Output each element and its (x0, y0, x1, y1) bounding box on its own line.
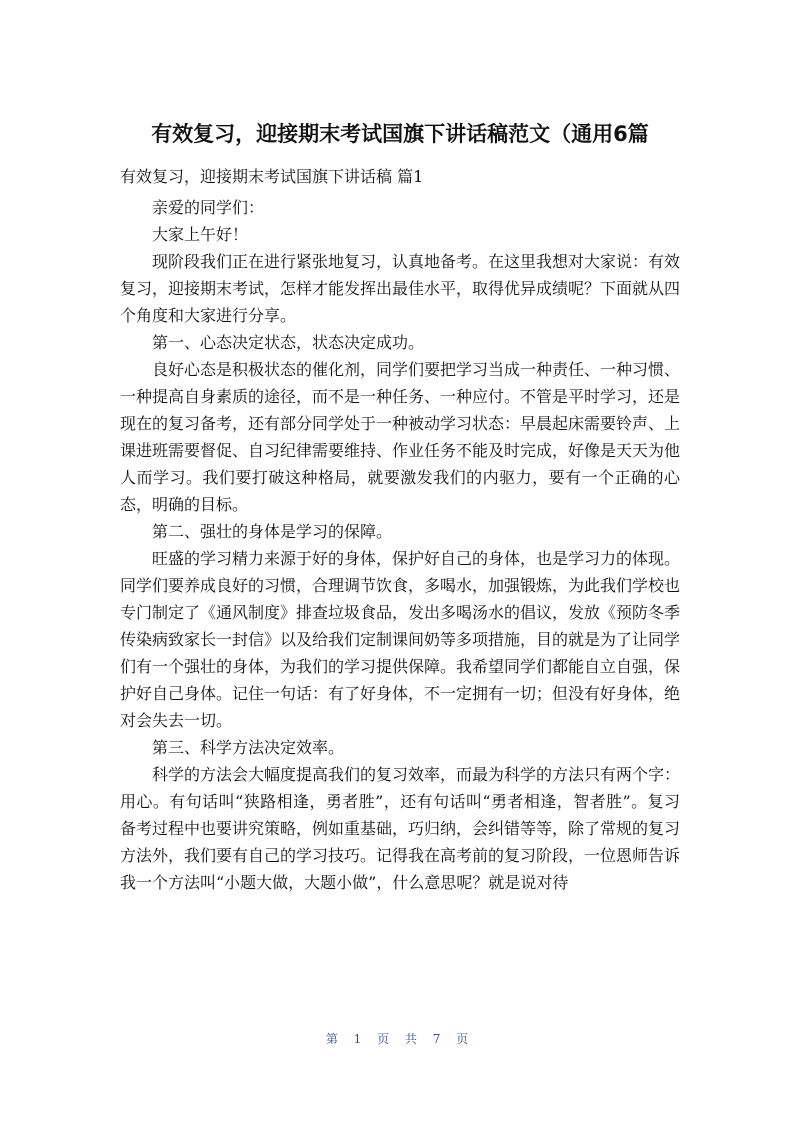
paragraph-point-2-heading: 第二、强壮的身体是学习的保障。 (152, 522, 393, 541)
paragraph-greeting: 亲爱的同学们： (152, 198, 265, 217)
paragraph-point-3-body: 科学的方法会大幅度提高我们的复习效率，而最为科学的方法只有两个字：用心。有句话叫“狭路相逢，勇者胜”，还有句话叫“勇者相逢，智者胜”。复习备考过程中也要讲究策略，例如重基础，巧归纳，会纠错等等，除了常规的复习方法外，我们要有自己的学习技巧。记得我在高考前的复习阶段，一位恩师告诉我一个方法叫“小题大做，大题小做”，什么意思呢？就是说对待 (120, 765, 681, 892)
section-heading: 有效复习，迎接期末考试国旗下讲话稿 篇1 (120, 167, 424, 186)
paragraph-point-1-heading: 第一、心态决定状态，状态决定成功。 (152, 333, 425, 352)
document-body (120, 194, 680, 896)
paragraph-salutation: 大家上午好！ (152, 225, 249, 244)
paragraph-point-3-heading: 第三、科学方法决定效率。 (152, 738, 345, 757)
paragraph-point-2-body: 旺盛的学习精力来源于好的身体，保护好自己的身体，也是学习力的体现。同学们要养成良好的习惯，合理调节饮食，多喝水，加强锻炼，为此我们学校也专门制定了《通风制度》排查垃圾食品，发出多喝汤水的倡议，发放《预防冬季传染病致家长一封信》以及给我们定制课间奶等多项措施，目的就是为了让同学们有一个强壮的身体，为我们的学习提供保障。我希望同学们都能自立自强，保护好自己身体。记住一句话：有了好身体，不一定拥有一切；但没有好身体，绝对会失去一切。 (120, 549, 681, 730)
paragraph-point-1-body: 良好心态是积极状态的催化剂，同学们要把学习当成一种责任、一种习惯、一种提高自身素质的途径，而不是一种任务、一种应付。不管是平时学习，还是现在的复习备考，还有部分同学处于一种被动学习状态：早晨起床需要铃声、上课进班需要督促、自习纪律需要维持、作业任务不能及时完成，好像是天天为他人而学习。我们要打破这种格局，就要激发我们的内驱力，要有一个正确的心态，明确的目标。 (120, 360, 681, 514)
document-title: 有效复习，迎接期末考试国旗下讲话稿范文（通用6篇 (151, 122, 649, 146)
paragraph-intro: 现阶段我们正在进行紧张地复习，认真地备考。在这里我想对大家说：有效复习，迎接期末考试，怎样才能发挥出最佳水平，取得优异成绩呢？下面就从四个角度和大家进行分享。 (120, 252, 681, 325)
page-number-footer: 第 1 页 共 7 页 (325, 1032, 475, 1046)
